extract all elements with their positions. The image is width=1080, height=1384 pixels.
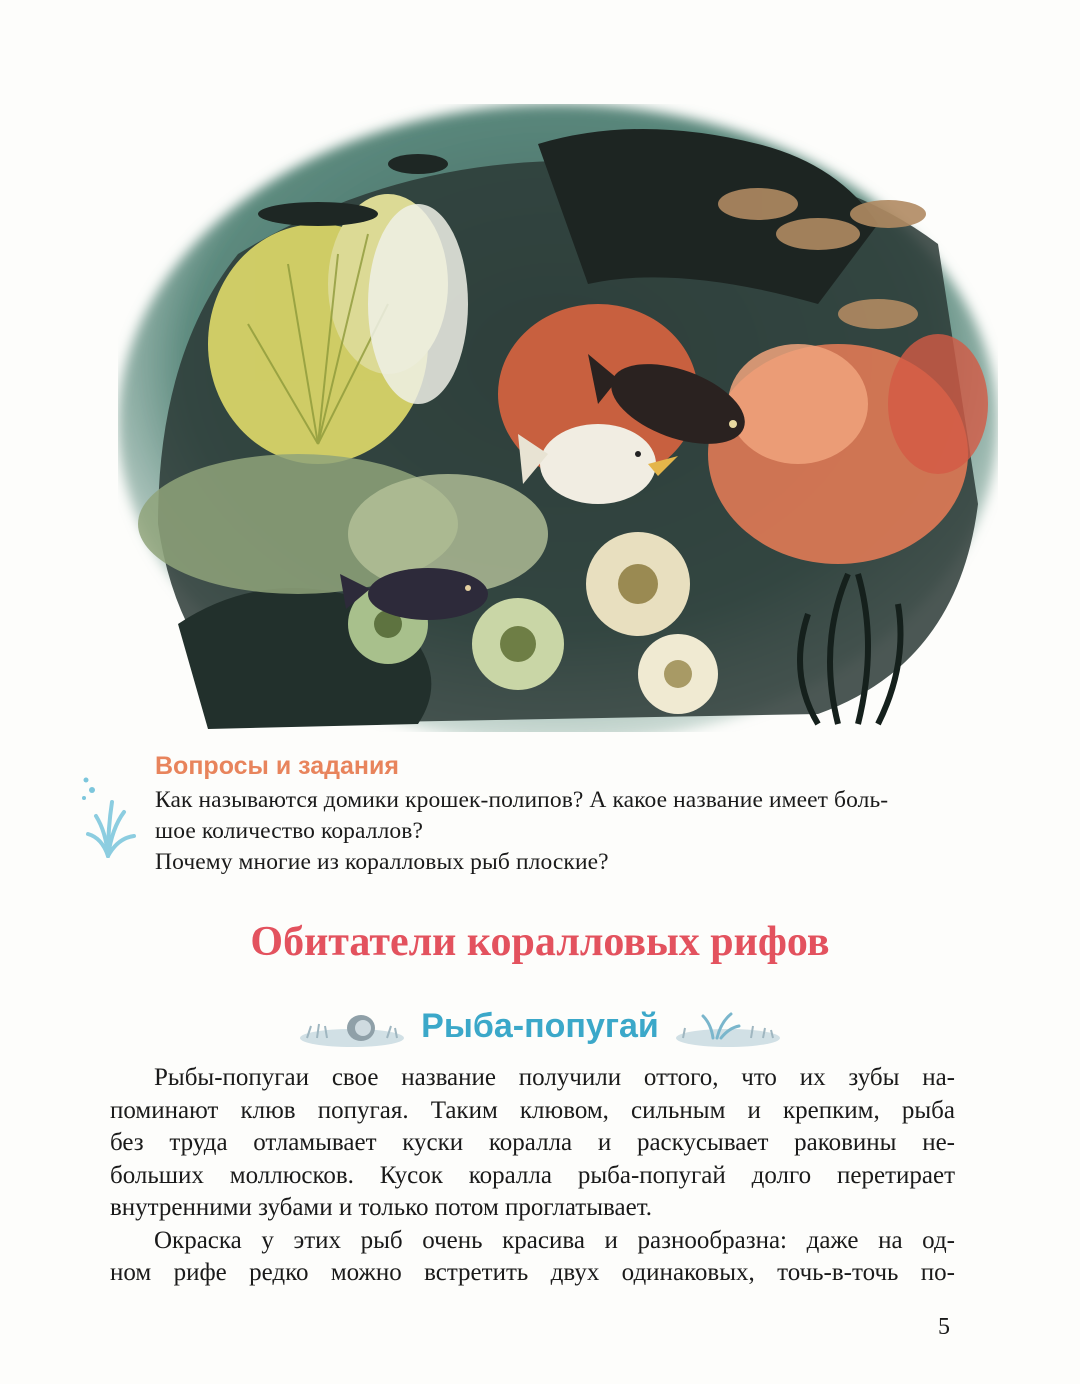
shell-coral-decoration-icon — [297, 1004, 407, 1048]
question-line: Как называются домики крошек-полипов? А какое название имеет боль- — [155, 787, 889, 813]
body-line: Окраска у этих рыб очень красива и разнообразна: даже на од- — [154, 1226, 955, 1254]
coral-decoration-icon — [78, 772, 140, 858]
body-line: Рыбы-попугаи свое название получили оттого, что их зубы на- — [154, 1064, 955, 1091]
subsection-heading — [0, 1004, 1080, 1048]
coral-decoration-icon — [673, 1004, 783, 1048]
body-line: без труда отламывает куски коралла и раскусывает раковины не- — [110, 1129, 955, 1156]
body-line: ном рифе редко можно встретить двух одинаковых, точь-в-точь по- — [110, 1259, 955, 1286]
body-line: внутренними зубами и только потом проглатывает. — [110, 1194, 652, 1221]
question-line: шое количество кораллов? — [155, 818, 423, 844]
coral-reef-illustration — [118, 104, 998, 732]
section-title: Обитатели коралловых рифов — [250, 919, 830, 965]
subsection-title: Рыба-попугай — [421, 1006, 659, 1045]
page-number: 5 — [938, 1314, 950, 1340]
question-line: Почему многие из коралловых рыб плоские? — [155, 849, 609, 875]
body-line: больших моллюсков. Кусок коралла рыба-попугай долго перетирает — [110, 1161, 955, 1189]
body-line: поминают клюв попугая. Таким клювом, сильным и крепким, рыба — [110, 1096, 955, 1124]
questions-title: Вопросы и задания — [155, 752, 399, 780]
questions-block — [155, 752, 975, 878]
article-body — [110, 1062, 955, 1290]
